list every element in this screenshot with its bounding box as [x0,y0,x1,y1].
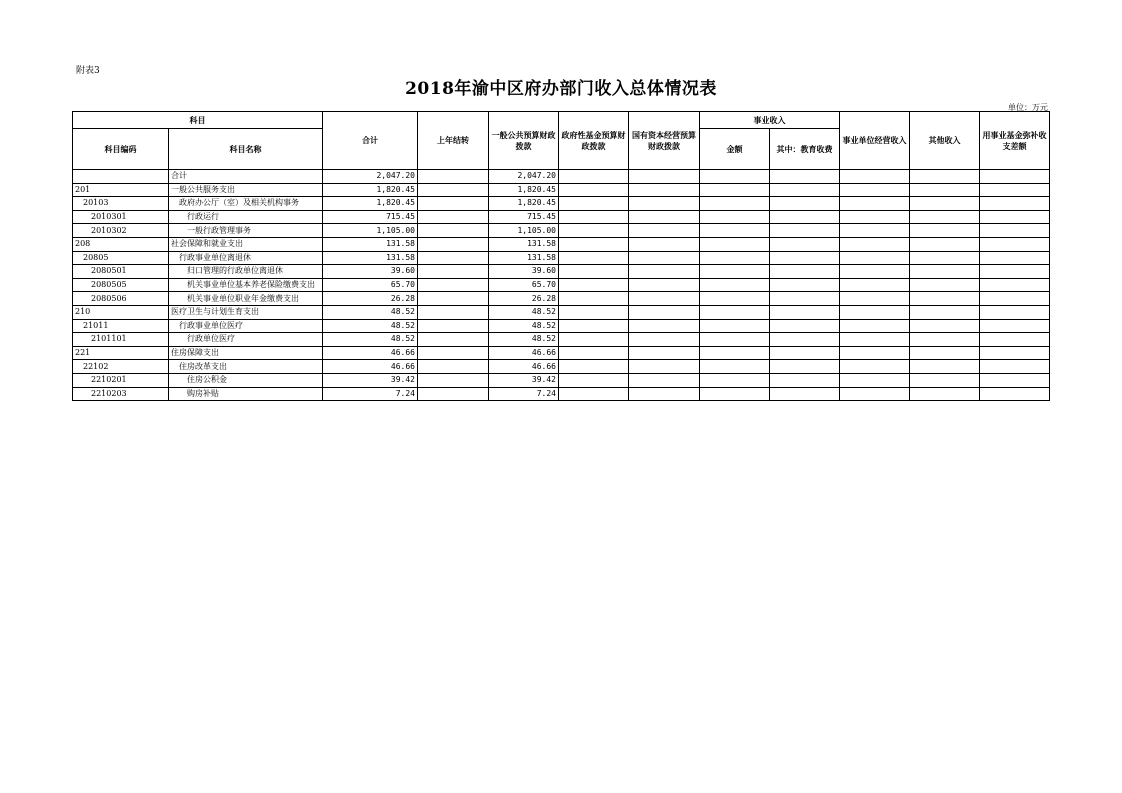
cell-other-income [910,292,980,306]
cell-subject-name: 机关事业单位基本养老保险缴费支出 [169,278,323,292]
cell-operating-income [840,278,910,292]
cell-other-income [910,360,980,374]
cell-edu-fee [770,237,840,251]
cell-subject-name: 归口管理的行政单位离退休 [169,265,323,279]
cell-amount [700,224,770,238]
cell-subject-code: 221 [73,346,169,360]
cell-fund-balance [980,360,1050,374]
cell-operating-income [840,224,910,238]
cell-general-budget: 48.52 [489,333,559,347]
cell-other-income [910,346,980,360]
table-row [73,197,1050,211]
table-row [73,360,1050,374]
cell-edu-fee [770,278,840,292]
cell-edu-fee [770,224,840,238]
cell-subject-code: 208 [73,237,169,251]
cell-general-budget: 1,105.00 [489,224,559,238]
cell-total: 48.52 [323,319,418,333]
cell-subject-name: 政府办公厅（室）及相关机构事务 [169,197,323,211]
cell-other-income [910,183,980,197]
header-fund-balance: 用事业基金弥补收支差额 [980,112,1050,170]
header-amount: 金额 [700,129,770,170]
cell-carryover [418,373,489,387]
cell-other-income [910,265,980,279]
cell-general-budget: 131.58 [489,251,559,265]
cell-subject-name: 行政运行 [169,210,323,224]
cell-amount [700,319,770,333]
cell-general-budget: 7.24 [489,387,559,401]
cell-operating-income [840,373,910,387]
cell-subject-code: 22102 [73,360,169,374]
cell-gov-fund [559,210,629,224]
cell-edu-fee [770,265,840,279]
cell-total: 131.58 [323,237,418,251]
cell-operating-income [840,387,910,401]
cell-other-income [910,319,980,333]
cell-subject-code: 2080506 [73,292,169,306]
table-row [73,237,1050,251]
cell-fund-balance [980,319,1050,333]
cell-general-budget: 1,820.45 [489,197,559,211]
cell-edu-fee [770,183,840,197]
cell-total: 46.66 [323,346,418,360]
table-row [73,305,1050,319]
cell-gov-fund [559,183,629,197]
cell-state-capital [629,333,700,347]
cell-subject-code: 2101101 [73,333,169,347]
cell-operating-income [840,237,910,251]
table-row [73,387,1050,401]
cell-state-capital [629,237,700,251]
cell-fund-balance [980,224,1050,238]
cell-amount [700,305,770,319]
cell-carryover [418,197,489,211]
cell-subject-code: 2080501 [73,265,169,279]
cell-edu-fee [770,346,840,360]
cell-other-income [910,197,980,211]
header-subject-name: 科目名称 [169,129,323,170]
cell-subject-code: 20103 [73,197,169,211]
cell-carryover [418,210,489,224]
cell-general-budget: 131.58 [489,237,559,251]
header-total: 合计 [323,112,418,170]
cell-total: 1,820.45 [323,197,418,211]
cell-other-income [910,333,980,347]
cell-state-capital [629,251,700,265]
cell-fund-balance [980,373,1050,387]
table-row [73,346,1050,360]
cell-carryover [418,237,489,251]
cell-fund-balance [980,292,1050,306]
cell-gov-fund [559,237,629,251]
cell-gov-fund [559,360,629,374]
cell-total: 1,105.00 [323,224,418,238]
cell-amount [700,278,770,292]
cell-subject-name: 住房保障支出 [169,346,323,360]
cell-carryover [418,346,489,360]
cell-general-budget: 46.66 [489,346,559,360]
cell-carryover [418,360,489,374]
cell-operating-income [840,183,910,197]
cell-carryover [418,305,489,319]
cell-amount [700,360,770,374]
cell-subject-code: 2210203 [73,387,169,401]
cell-subject-name: 医疗卫生与计划生育支出 [169,305,323,319]
cell-amount [700,387,770,401]
table-row [73,251,1050,265]
cell-total: 26.28 [323,292,418,306]
cell-carryover [418,333,489,347]
cell-amount [700,265,770,279]
cell-gov-fund [559,224,629,238]
cell-gov-fund [559,373,629,387]
cell-subject-name: 社会保障和就业支出 [169,237,323,251]
cell-edu-fee [770,319,840,333]
cell-gov-fund [559,170,629,184]
cell-general-budget: 46.66 [489,360,559,374]
cell-other-income [910,387,980,401]
cell-general-budget: 48.52 [489,305,559,319]
cell-edu-fee [770,360,840,374]
cell-carryover [418,292,489,306]
cell-other-income [910,373,980,387]
cell-other-income [910,237,980,251]
cell-general-budget: 65.70 [489,278,559,292]
header-business-income: 事业收入 [700,112,840,129]
cell-total: 7.24 [323,387,418,401]
cell-total: 48.52 [323,305,418,319]
cell-total: 39.42 [323,373,418,387]
cell-general-budget: 39.42 [489,373,559,387]
cell-general-budget: 26.28 [489,292,559,306]
cell-subject-name: 住房公积金 [169,373,323,387]
header-other-income: 其他收入 [910,112,980,170]
header-gov-fund: 政府性基金预算财政拨款 [559,112,629,170]
cell-other-income [910,170,980,184]
header-operating-income: 事业单位经营收入 [840,112,910,170]
cell-gov-fund [559,292,629,306]
cell-operating-income [840,197,910,211]
cell-state-capital [629,265,700,279]
cell-fund-balance [980,265,1050,279]
cell-carryover [418,319,489,333]
cell-fund-balance [980,278,1050,292]
cell-fund-balance [980,333,1050,347]
cell-state-capital [629,387,700,401]
cell-fund-balance [980,210,1050,224]
cell-edu-fee [770,251,840,265]
cell-gov-fund [559,333,629,347]
cell-other-income [910,305,980,319]
cell-state-capital [629,346,700,360]
cell-operating-income [840,305,910,319]
cell-state-capital [629,170,700,184]
cell-operating-income [840,319,910,333]
attachment-label: 附表3 [76,66,100,76]
cell-operating-income [840,346,910,360]
cell-state-capital [629,305,700,319]
cell-subject-code: 201 [73,183,169,197]
cell-edu-fee [770,170,840,184]
cell-state-capital [629,373,700,387]
cell-edu-fee [770,373,840,387]
cell-amount [700,373,770,387]
header-subject: 科目 [73,112,323,129]
cell-fund-balance [980,170,1050,184]
cell-amount [700,346,770,360]
cell-operating-income [840,210,910,224]
cell-edu-fee [770,333,840,347]
cell-fund-balance [980,237,1050,251]
cell-gov-fund [559,265,629,279]
cell-state-capital [629,224,700,238]
table-row [73,183,1050,197]
cell-total: 46.66 [323,360,418,374]
cell-carryover [418,224,489,238]
cell-subject-name: 机关事业单位职业年金缴费支出 [169,292,323,306]
cell-gov-fund [559,319,629,333]
cell-carryover [418,183,489,197]
cell-amount [700,210,770,224]
cell-general-budget: 2,047.20 [489,170,559,184]
cell-edu-fee [770,210,840,224]
table-row [73,333,1050,347]
cell-operating-income [840,170,910,184]
cell-general-budget: 1,820.45 [489,183,559,197]
cell-subject-name: 合计 [169,170,323,184]
cell-edu-fee [770,292,840,306]
cell-subject-code [73,170,169,184]
cell-fund-balance [980,387,1050,401]
cell-other-income [910,224,980,238]
table-row [73,373,1050,387]
header-carryover: 上年结转 [418,112,489,170]
cell-other-income [910,251,980,265]
cell-total: 131.58 [323,251,418,265]
header-general-budget: 一般公共预算财政拨款 [489,112,559,170]
table-row [73,265,1050,279]
table-body [73,170,1050,401]
cell-total: 48.52 [323,333,418,347]
cell-gov-fund [559,197,629,211]
cell-carryover [418,251,489,265]
header-edu-fee: 其中：教育收费 [770,129,840,170]
cell-subject-name: 一般公共服务支出 [169,183,323,197]
cell-amount [700,251,770,265]
cell-total: 715.45 [323,210,418,224]
cell-amount [700,197,770,211]
cell-other-income [910,278,980,292]
table-row [73,319,1050,333]
cell-gov-fund [559,278,629,292]
cell-gov-fund [559,251,629,265]
cell-gov-fund [559,387,629,401]
cell-operating-income [840,251,910,265]
header-state-capital: 国有资本经营预算财政拨款 [629,112,700,170]
cell-carryover [418,170,489,184]
cell-total: 39.60 [323,265,418,279]
cell-fund-balance [980,183,1050,197]
cell-total: 2,047.20 [323,170,418,184]
page-title: 2018年渝中区府办部门收入总体情况表 [405,79,717,99]
cell-subject-code: 20805 [73,251,169,265]
cell-carryover [418,265,489,279]
cell-edu-fee [770,305,840,319]
cell-state-capital [629,197,700,211]
cell-subject-name: 行政单位医疗 [169,333,323,347]
cell-state-capital [629,278,700,292]
table-row [73,292,1050,306]
cell-fund-balance [980,346,1050,360]
cell-subject-code: 210 [73,305,169,319]
cell-general-budget: 39.60 [489,265,559,279]
cell-subject-code: 2210201 [73,373,169,387]
cell-gov-fund [559,305,629,319]
cell-general-budget: 48.52 [489,319,559,333]
table-row [73,210,1050,224]
cell-operating-income [840,292,910,306]
cell-amount [700,170,770,184]
cell-amount [700,237,770,251]
cell-operating-income [840,333,910,347]
cell-subject-name: 行政事业单位医疗 [169,319,323,333]
table-row [73,224,1050,238]
cell-subject-name: 一般行政管理事务 [169,224,323,238]
cell-carryover [418,278,489,292]
cell-amount [700,183,770,197]
cell-fund-balance [980,197,1050,211]
cell-state-capital [629,210,700,224]
cell-edu-fee [770,387,840,401]
cell-state-capital [629,319,700,333]
cell-gov-fund [559,346,629,360]
cell-fund-balance [980,251,1050,265]
cell-subject-code: 2010301 [73,210,169,224]
cell-subject-code: 2010302 [73,224,169,238]
cell-total: 1,820.45 [323,183,418,197]
cell-state-capital [629,292,700,306]
cell-subject-name: 住房改革支出 [169,360,323,374]
cell-amount [700,333,770,347]
cell-edu-fee [770,197,840,211]
income-table [72,111,1050,401]
cell-subject-code: 21011 [73,319,169,333]
cell-other-income [910,210,980,224]
cell-subject-name: 购房补贴 [169,387,323,401]
cell-carryover [418,387,489,401]
cell-subject-name: 行政事业单位离退休 [169,251,323,265]
table-row [73,170,1050,184]
table-row [73,278,1050,292]
cell-general-budget: 715.45 [489,210,559,224]
cell-total: 65.70 [323,278,418,292]
cell-operating-income [840,265,910,279]
cell-amount [700,292,770,306]
cell-fund-balance [980,305,1050,319]
header-subject-code: 科目编码 [73,129,169,170]
unit-label: 单位：万元 [1008,103,1048,112]
cell-state-capital [629,183,700,197]
cell-state-capital [629,360,700,374]
cell-subject-code: 2080505 [73,278,169,292]
cell-operating-income [840,360,910,374]
